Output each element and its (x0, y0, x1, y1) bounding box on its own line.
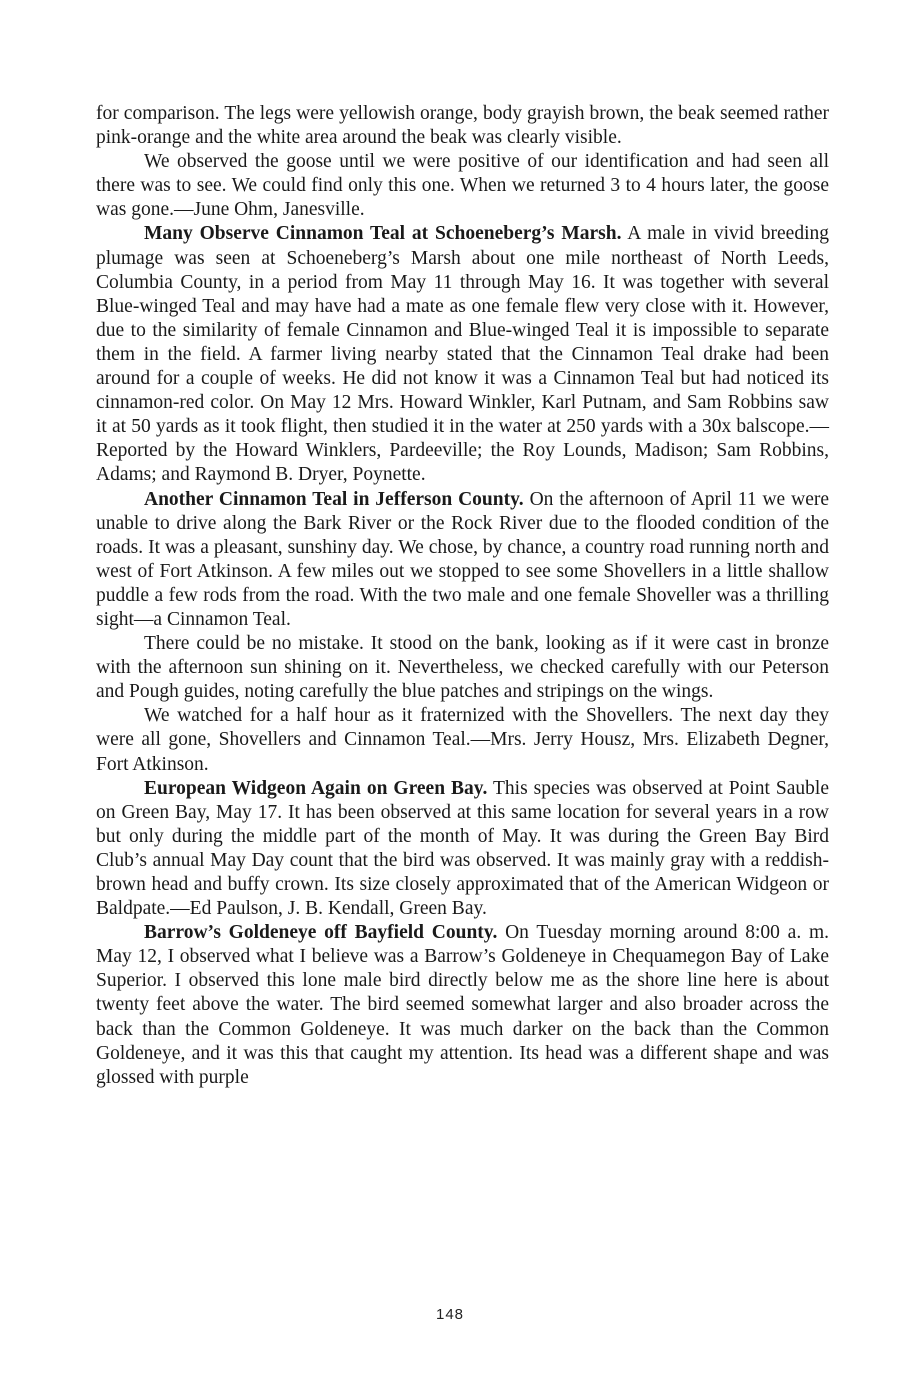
article-cinnamon-teal-jefferson (96, 488, 829, 633)
page-number: 148 (435, 1306, 465, 1323)
paragraph-text: We observed the goose until we were positive of our identification and had seen all there was to see. We could find only this one. When we returned 3 to 4 hours later, the goose was gone.—June Ohm, Janesville. (96, 151, 829, 221)
paragraph-text: for comparison. The legs were yellowish orange, body grayish brown, the beak seemed rather pink-orange and the white area around the beak was clearly visible. (96, 103, 829, 149)
article-headline: Many Observe Cinnamon Teal at Schoeneberg’s Marsh. (144, 223, 622, 245)
paragraph-text: A male in vivid breeding plumage was seen at Schoeneberg’s Marsh about one mile northeast of North Leeds, Columbia County, in a period from May 11 through May 16. It was together with several Blue-winged Teal and may have had a mate as one female flew very close with it. However, due to the similarity of female Cinnamon and Blue-winged Teal it is impossible to separate them in the field. A farmer living nearby stated that the Cinnamon Teal drake had been around for a couple of weeks. He did not know it was a Cinnamon Teal but had noticed its cinnamon-red color. On May 12 Mrs. Howard Winkler, Karl Putnam, and Sam Robbins saw it at 50 yards as it took flight, then studied it in the water at 250 yards with a 30x balscope.—Reported by the Howard Winklers, Pardeeville; the Roy Lounds, Madison; Sam Robbins, Adams; and Raymond B. Dryer, Poynette. (96, 223, 829, 486)
article-cinnamon-teal-schoeneberg (96, 222, 829, 487)
article-european-widgeon (96, 777, 829, 922)
paragraph-no-mistake (96, 632, 829, 704)
page-body (96, 102, 829, 1090)
article-barrows-goldeneye (96, 921, 829, 1090)
paragraph-text: We watched for a half hour as it fraternized with the Shovellers. The next day they were all gone, Shovellers and Cinnamon Teal.—Mrs. Jerry Housz, Mrs. Elizabeth Degner, Fort Atkinson. (96, 705, 829, 775)
article-headline: Barrow’s Goldeneye off Bayfield County. (144, 922, 498, 944)
paragraph-goose-observation (96, 150, 829, 222)
paragraph-goose-description (96, 102, 829, 150)
paragraph-half-hour (96, 704, 829, 776)
article-headline: European Widgeon Again on Green Bay. (144, 777, 488, 799)
paragraph-text: There could be no mistake. It stood on the bank, looking as if it were cast in bronze with the afternoon sun shining on it. Nevertheless, we checked carefully with our Peterson and Pough guides, noting carefully the blue patches and stripings on the wings. (96, 633, 829, 703)
article-headline: Another Cinnamon Teal in Jefferson County. (144, 488, 524, 510)
paragraph-text: This species was observed at Point Sauble on Green Bay, May 17. It has been observed at this same location for several years in a row but only during the middle part of the month of May. It was during the Green Bay Bird Club’s annual May Day count that the bird was observed. It was mainly gray with a reddish-brown head and buffy crown. Its size closely approximated that of the American Widgeon or Baldpate.—Ed Paulson, J. B. Kendall, Green Bay. (96, 777, 829, 920)
paragraph-text: On Tuesday morning around 8:00 a. m. May 12, I observed what I believe was a Barrow’s Goldeneye in Chequamegon Bay of Lake Superior. I observed this lone male bird directly below me as the shore line here is about twenty feet above the water. The bird seemed somewhat larger and also broader across the back than the Common Goldeneye. It was much darker on the back than the Common Goldeneye, and it was this that caught my attention. Its head was a different shape and was glossed with purple (96, 922, 829, 1088)
paragraph-text: On the afternoon of April 11 we were unable to drive along the Bark River or the Rock River due to the flooded condition of the roads. It was a pleasant, sunshiny day. We chose, by chance, a country road running north and west of Fort Atkinson. A few miles out we stopped to see some Shovellers in a little shallow puddle a few rods from the road. With the two male and one female Shoveller was a thrilling sight—a Cinnamon Teal. (96, 488, 829, 630)
